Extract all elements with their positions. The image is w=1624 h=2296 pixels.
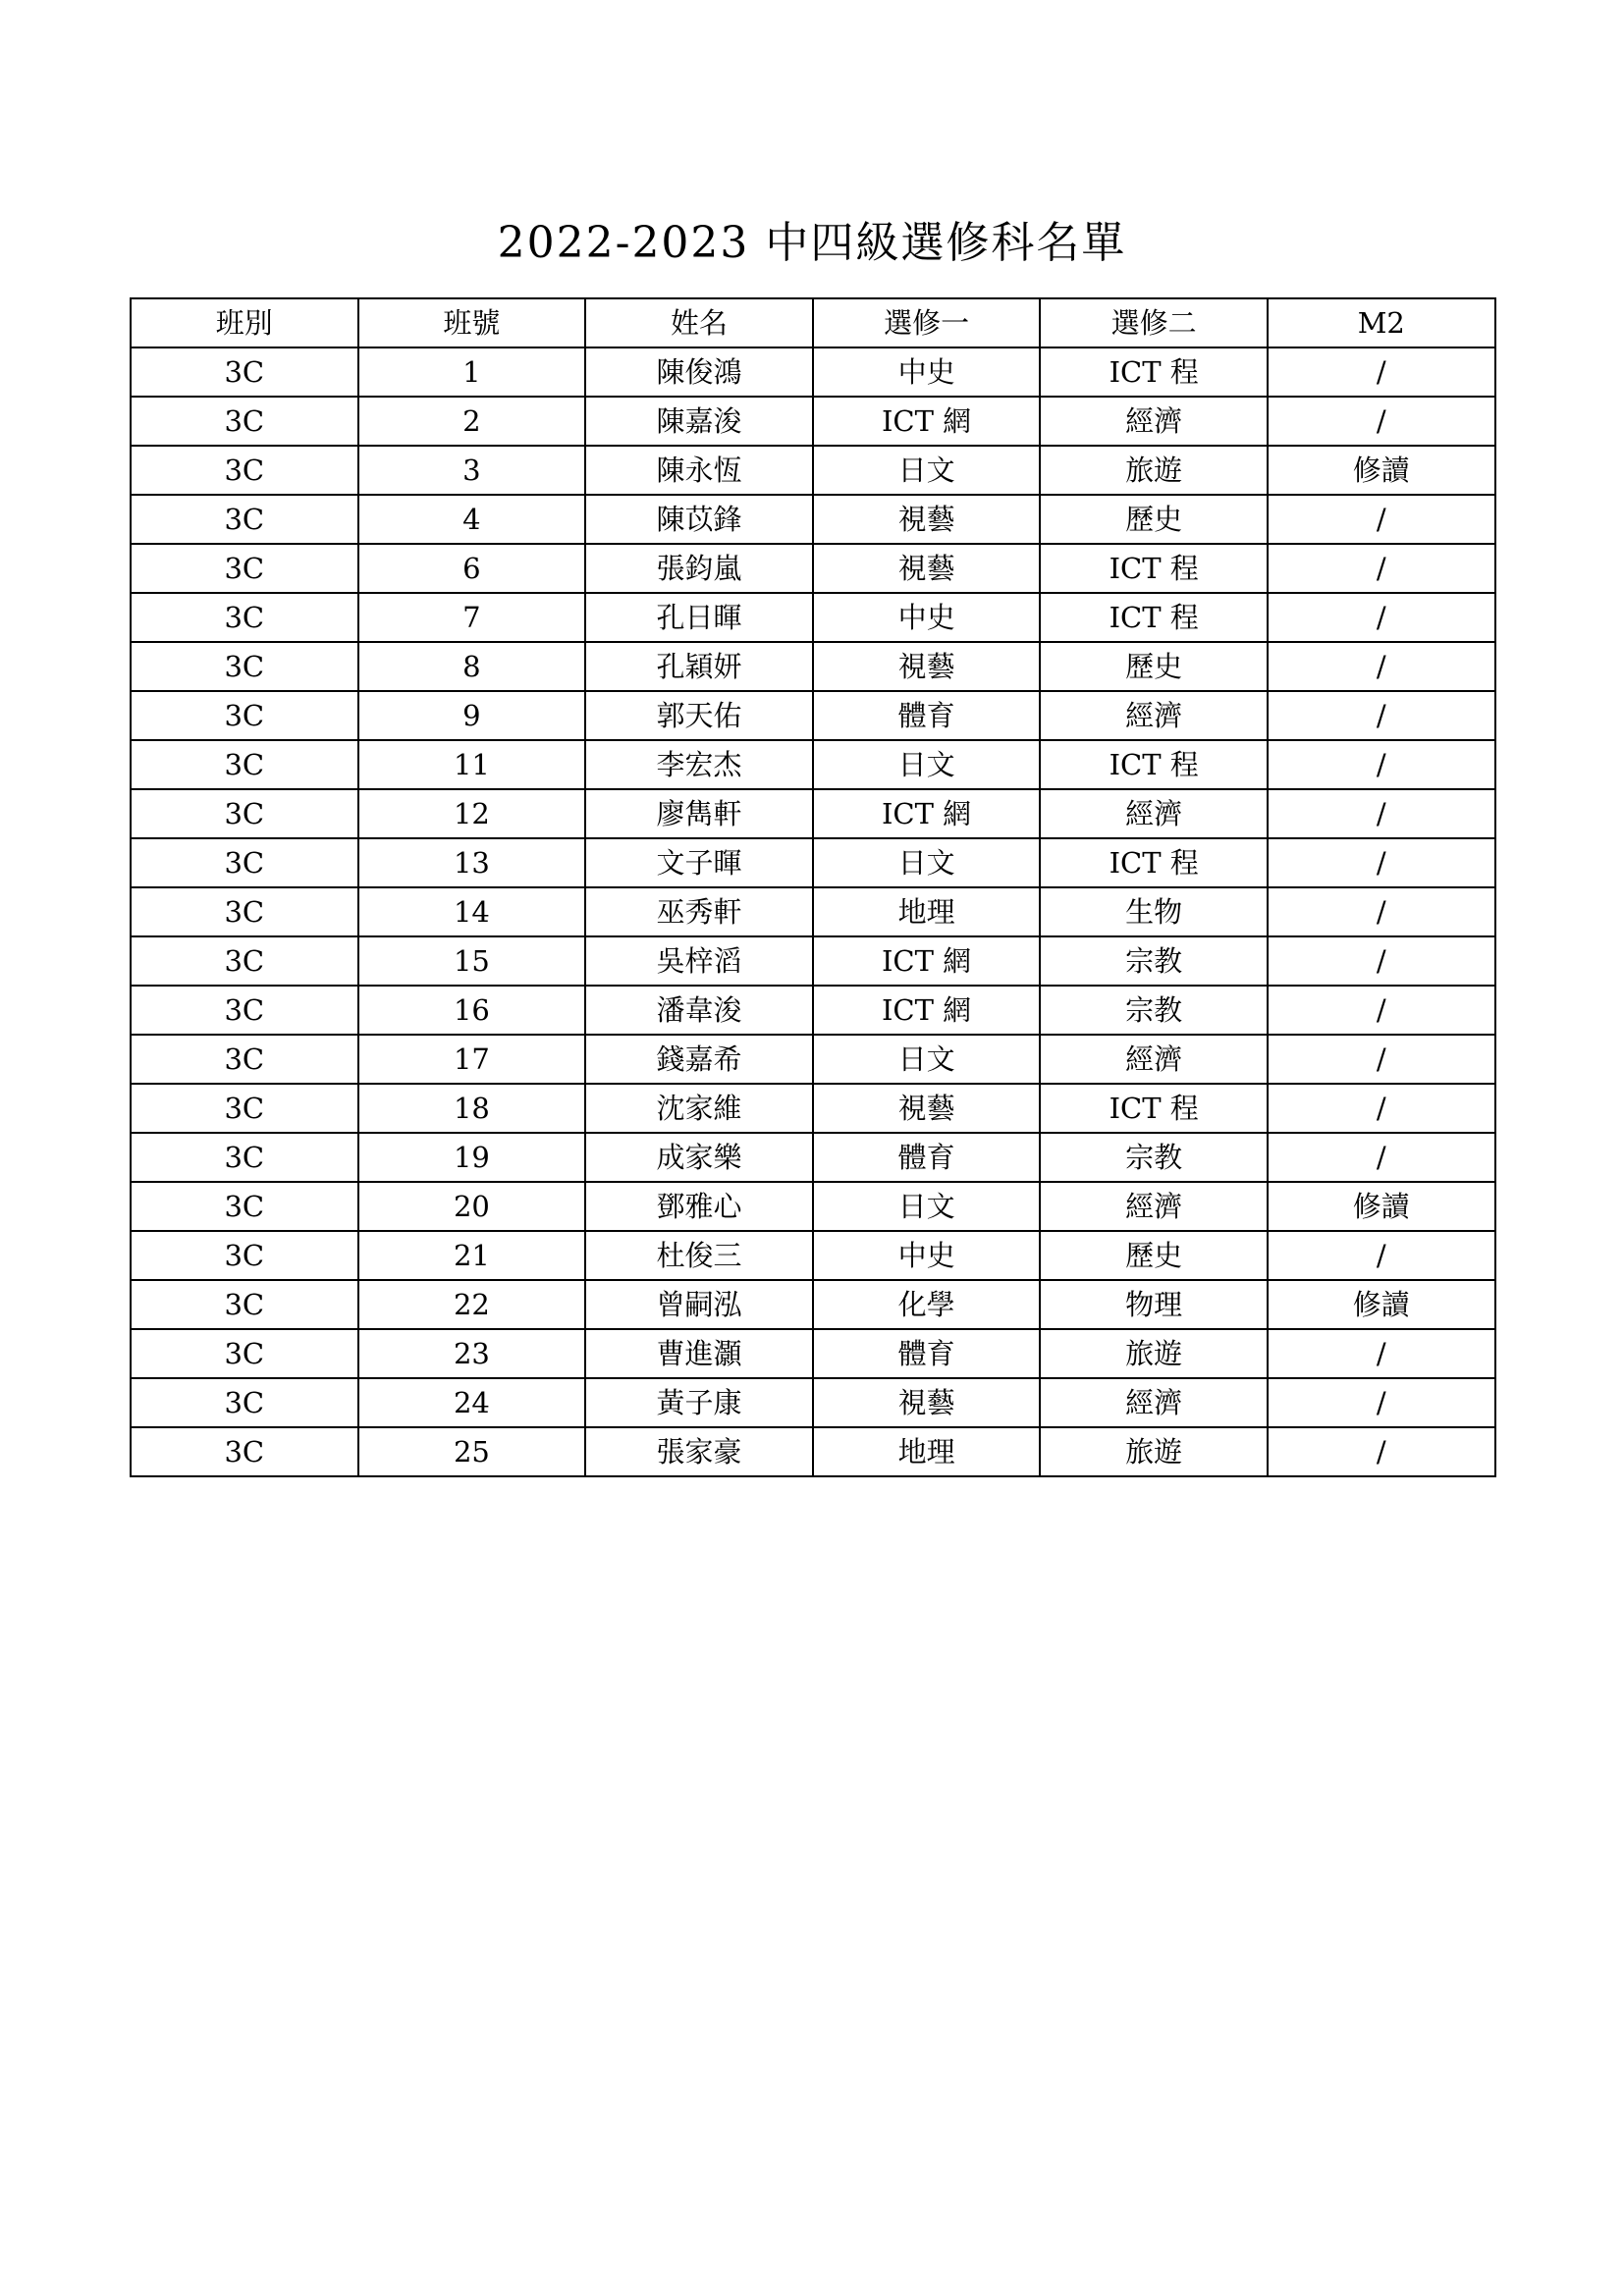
cell-m2: 修讀 — [1268, 1182, 1495, 1231]
cell-m2: / — [1268, 1035, 1495, 1084]
cell-student-name: 張家豪 — [585, 1427, 813, 1476]
cell-m2: / — [1268, 397, 1495, 446]
cell-class-number: 6 — [358, 544, 586, 593]
table-row — [131, 397, 1495, 446]
cell-class: 3C — [131, 1329, 358, 1378]
cell-class: 3C — [131, 1182, 358, 1231]
table-row — [131, 1280, 1495, 1329]
cell-student-name: 孔日暉 — [585, 593, 813, 642]
cell-elective-1: 中史 — [813, 593, 1041, 642]
cell-student-name: 陳永恆 — [585, 446, 813, 495]
cell-elective-2: 歷史 — [1040, 642, 1268, 691]
cell-class-number: 17 — [358, 1035, 586, 1084]
cell-class-number: 1 — [358, 347, 586, 397]
cell-elective-1: ICT 網 — [813, 986, 1041, 1035]
cell-student-name: 曾嗣泓 — [585, 1280, 813, 1329]
cell-elective-2: 旅遊 — [1040, 1329, 1268, 1378]
table-row — [131, 887, 1495, 936]
table-row — [131, 691, 1495, 740]
cell-elective-2: 旅遊 — [1040, 446, 1268, 495]
table-row — [131, 986, 1495, 1035]
header-class-number: 班號 — [358, 298, 586, 347]
header-class: 班別 — [131, 298, 358, 347]
cell-class-number: 11 — [358, 740, 586, 789]
cell-elective-1: 日文 — [813, 446, 1041, 495]
table-row — [131, 642, 1495, 691]
cell-student-name: 錢嘉希 — [585, 1035, 813, 1084]
cell-class: 3C — [131, 1231, 358, 1280]
cell-elective-1: 日文 — [813, 1035, 1041, 1084]
cell-elective-1: 體育 — [813, 691, 1041, 740]
cell-m2: / — [1268, 1133, 1495, 1182]
cell-elective-2: 經濟 — [1040, 1378, 1268, 1427]
cell-elective-1: 視藝 — [813, 1084, 1041, 1133]
cell-class: 3C — [131, 446, 358, 495]
cell-elective-2: 宗教 — [1040, 986, 1268, 1035]
cell-student-name: 陳苡鋒 — [585, 495, 813, 544]
cell-class-number: 24 — [358, 1378, 586, 1427]
cell-elective-2: 宗教 — [1040, 1133, 1268, 1182]
table-row — [131, 347, 1495, 397]
table-row — [131, 1182, 1495, 1231]
cell-class: 3C — [131, 1133, 358, 1182]
cell-class-number: 4 — [358, 495, 586, 544]
cell-m2: / — [1268, 789, 1495, 838]
cell-m2: / — [1268, 691, 1495, 740]
cell-class: 3C — [131, 347, 358, 397]
table-row — [131, 1133, 1495, 1182]
cell-elective-1: ICT 網 — [813, 936, 1041, 986]
cell-elective-1: 日文 — [813, 740, 1041, 789]
table-row — [131, 1427, 1495, 1476]
cell-class-number: 19 — [358, 1133, 586, 1182]
table-row — [131, 740, 1495, 789]
cell-m2: / — [1268, 936, 1495, 986]
cell-class: 3C — [131, 593, 358, 642]
cell-class: 3C — [131, 1084, 358, 1133]
cell-m2: / — [1268, 495, 1495, 544]
table-row — [131, 936, 1495, 986]
cell-elective-2: ICT 程 — [1040, 1084, 1268, 1133]
cell-elective-1: 視藝 — [813, 1378, 1041, 1427]
cell-m2: 修讀 — [1268, 1280, 1495, 1329]
cell-class-number: 21 — [358, 1231, 586, 1280]
cell-class: 3C — [131, 642, 358, 691]
table-row — [131, 1084, 1495, 1133]
cell-student-name: 吳梓滔 — [585, 936, 813, 986]
cell-class-number: 15 — [358, 936, 586, 986]
cell-m2: / — [1268, 347, 1495, 397]
cell-elective-2: 經濟 — [1040, 1182, 1268, 1231]
table-body — [131, 347, 1495, 1476]
cell-class-number: 2 — [358, 397, 586, 446]
cell-elective-2: ICT 程 — [1040, 544, 1268, 593]
cell-class: 3C — [131, 789, 358, 838]
cell-elective-2: 歷史 — [1040, 1231, 1268, 1280]
cell-elective-1: 視藝 — [813, 495, 1041, 544]
cell-student-name: 張鈞嵐 — [585, 544, 813, 593]
cell-class: 3C — [131, 1427, 358, 1476]
cell-class: 3C — [131, 691, 358, 740]
cell-elective-1: 日文 — [813, 838, 1041, 887]
cell-class-number: 9 — [358, 691, 586, 740]
cell-elective-2: ICT 程 — [1040, 347, 1268, 397]
cell-student-name: 陳嘉浚 — [585, 397, 813, 446]
cell-elective-2: 經濟 — [1040, 1035, 1268, 1084]
header-m2: M2 — [1268, 298, 1495, 347]
cell-m2: / — [1268, 1378, 1495, 1427]
cell-class: 3C — [131, 887, 358, 936]
cell-elective-2: 經濟 — [1040, 691, 1268, 740]
cell-elective-2: 經濟 — [1040, 789, 1268, 838]
header-elective-2: 選修二 — [1040, 298, 1268, 347]
cell-student-name: 潘韋浚 — [585, 986, 813, 1035]
cell-class: 3C — [131, 397, 358, 446]
cell-class-number: 22 — [358, 1280, 586, 1329]
table-row — [131, 838, 1495, 887]
elective-roster-table — [130, 297, 1496, 1477]
table-row — [131, 1035, 1495, 1084]
cell-m2: / — [1268, 1427, 1495, 1476]
table-row — [131, 593, 1495, 642]
cell-class: 3C — [131, 838, 358, 887]
cell-elective-2: 物理 — [1040, 1280, 1268, 1329]
table-row — [131, 789, 1495, 838]
cell-student-name: 文子暉 — [585, 838, 813, 887]
cell-class: 3C — [131, 936, 358, 986]
cell-class-number: 12 — [358, 789, 586, 838]
cell-elective-1: ICT 網 — [813, 397, 1041, 446]
cell-elective-2: 生物 — [1040, 887, 1268, 936]
table-row — [131, 1329, 1495, 1378]
cell-elective-1: 中史 — [813, 347, 1041, 397]
cell-elective-2: 經濟 — [1040, 397, 1268, 446]
cell-class-number: 8 — [358, 642, 586, 691]
cell-student-name: 孔穎妍 — [585, 642, 813, 691]
cell-elective-2: ICT 程 — [1040, 593, 1268, 642]
table-row — [131, 495, 1495, 544]
cell-class-number: 7 — [358, 593, 586, 642]
cell-m2: / — [1268, 593, 1495, 642]
cell-class: 3C — [131, 495, 358, 544]
cell-m2: / — [1268, 740, 1495, 789]
cell-elective-2: ICT 程 — [1040, 740, 1268, 789]
cell-elective-2: 旅遊 — [1040, 1427, 1268, 1476]
cell-elective-1: 視藝 — [813, 642, 1041, 691]
table-row — [131, 446, 1495, 495]
table-header-row — [131, 298, 1495, 347]
cell-m2: / — [1268, 642, 1495, 691]
cell-class-number: 3 — [358, 446, 586, 495]
cell-elective-1: 日文 — [813, 1182, 1041, 1231]
cell-student-name: 巫秀軒 — [585, 887, 813, 936]
cell-class-number: 18 — [358, 1084, 586, 1133]
cell-elective-1: 視藝 — [813, 544, 1041, 593]
cell-elective-2: 宗教 — [1040, 936, 1268, 986]
cell-student-name: 廖雋軒 — [585, 789, 813, 838]
cell-class: 3C — [131, 1035, 358, 1084]
header-elective-1: 選修一 — [813, 298, 1041, 347]
cell-m2: / — [1268, 544, 1495, 593]
cell-class: 3C — [131, 544, 358, 593]
cell-student-name: 李宏杰 — [585, 740, 813, 789]
cell-student-name: 杜俊三 — [585, 1231, 813, 1280]
cell-class-number: 13 — [358, 838, 586, 887]
cell-class-number: 16 — [358, 986, 586, 1035]
cell-student-name: 成家樂 — [585, 1133, 813, 1182]
cell-student-name: 黃子康 — [585, 1378, 813, 1427]
cell-student-name: 陳俊鴻 — [585, 347, 813, 397]
cell-class: 3C — [131, 1378, 358, 1427]
cell-elective-1: 中史 — [813, 1231, 1041, 1280]
page-title: 2022-2023 中四級選修科名單 — [497, 218, 1127, 268]
cell-class-number: 20 — [358, 1182, 586, 1231]
cell-elective-2: 歷史 — [1040, 495, 1268, 544]
cell-student-name: 鄧雅心 — [585, 1182, 813, 1231]
cell-m2: / — [1268, 1084, 1495, 1133]
cell-class: 3C — [131, 740, 358, 789]
table-row — [131, 544, 1495, 593]
cell-class: 3C — [131, 986, 358, 1035]
cell-student-name: 曹進灝 — [585, 1329, 813, 1378]
cell-m2: / — [1268, 838, 1495, 887]
cell-m2: / — [1268, 887, 1495, 936]
cell-class-number: 14 — [358, 887, 586, 936]
cell-class-number: 25 — [358, 1427, 586, 1476]
cell-elective-1: ICT 網 — [813, 789, 1041, 838]
cell-student-name: 沈家維 — [585, 1084, 813, 1133]
table-row — [131, 1231, 1495, 1280]
cell-elective-1: 化學 — [813, 1280, 1041, 1329]
cell-m2: / — [1268, 986, 1495, 1035]
cell-m2: / — [1268, 1231, 1495, 1280]
cell-class: 3C — [131, 1280, 358, 1329]
cell-elective-2: ICT 程 — [1040, 838, 1268, 887]
cell-elective-1: 體育 — [813, 1133, 1041, 1182]
cell-m2: / — [1268, 1329, 1495, 1378]
cell-elective-1: 體育 — [813, 1329, 1041, 1378]
cell-m2: 修讀 — [1268, 446, 1495, 495]
table-row — [131, 1378, 1495, 1427]
header-student-name: 姓名 — [585, 298, 813, 347]
cell-elective-1: 地理 — [813, 1427, 1041, 1476]
cell-student-name: 郭天佑 — [585, 691, 813, 740]
cell-class-number: 23 — [358, 1329, 586, 1378]
cell-elective-1: 地理 — [813, 887, 1041, 936]
